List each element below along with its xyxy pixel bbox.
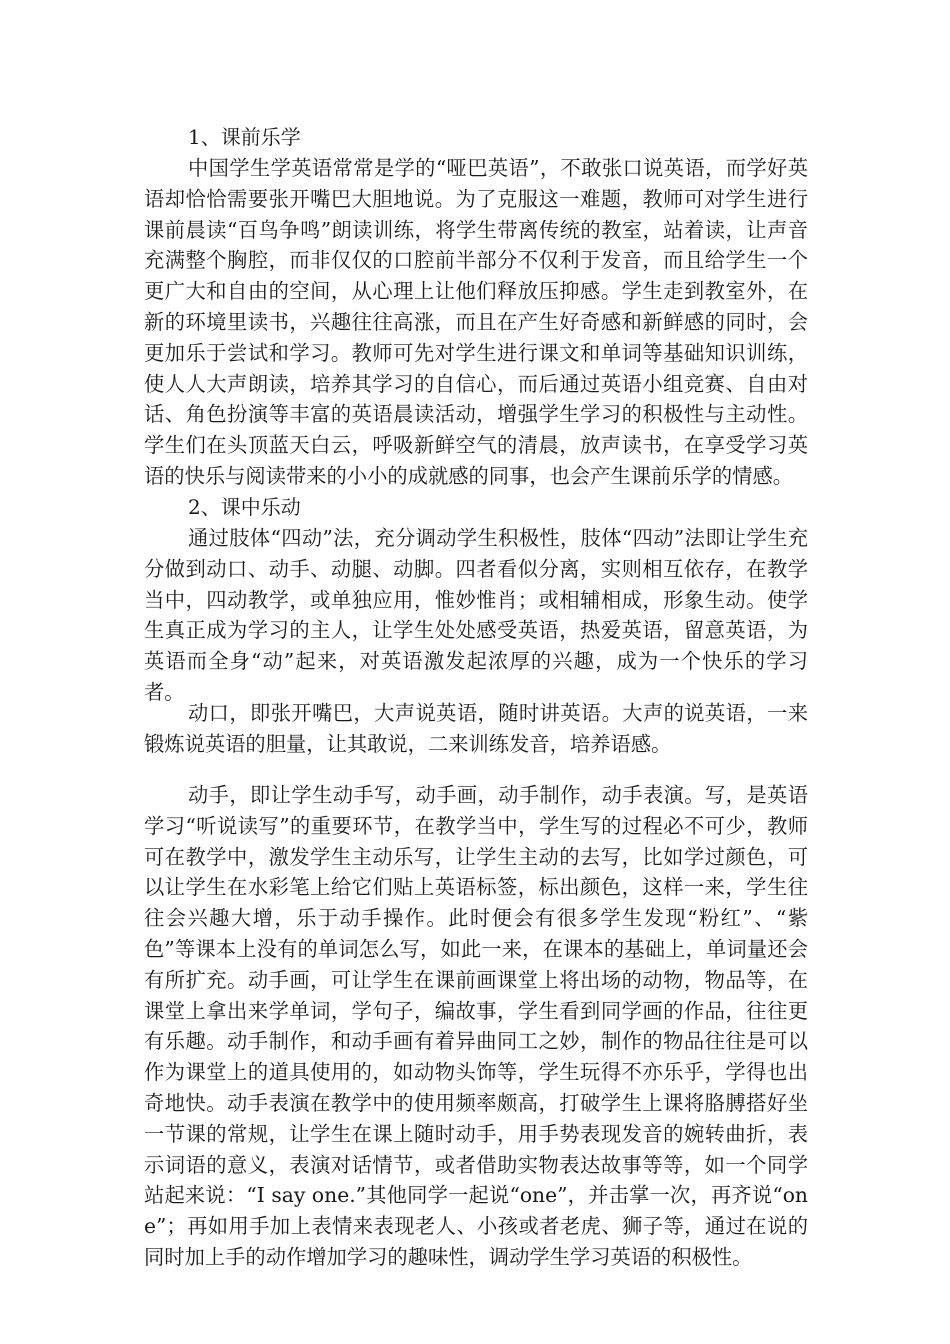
section-heading-2: 2、课中乐动: [188, 495, 301, 519]
paragraph-4: 动手，即让学生动手写，动手画，动手制作，动手表演。写，是英语学习“听说读写”的重要环节，在教学当中，学生写的过程必不可少，教师可在教学中，激发学生主动乐写，让学生主动的去写，比如学过颜色，可以让学生在水彩笔上给它们贴上英语标签，标出颜色，这样一来，学生往往会兴趣大增，乐于动手操作。此时便会有很多学生发现“粉红”、“紫色”等课本上没有的单词怎么写，如此一来，在课本的基础上，单词量还会有所扩充。动手画，可让学生在课前画课堂上将出场的动物，物品等，在课堂上拿出来学单词，学句子，编故事，学生看到同学画的作品，往往更有乐趣。动手制作，和动手画有着异曲同工之妙，制作的物品往往是可以作为课堂上的道具使用的，如动物头饰等，学生玩得不亦乐乎，学得也出奇地快。动手表演在教学中的使用频率颇高，打破学生上课将胳膊搭好坐一节课的常规，让学生在课上随时动手，用手势表现发音的婉转曲折，表示词语的意义，表演对话情节，或者借助实物表达故事等等，如一个同学站起来说：“I say one.”其他同学一起说“one”，并击掌一次，再齐说“one”；再如用手加上表情来表现老人、小孩或者老虎、狮子等，通过在说的同时加上手的动作增加学习的趣味性，调动学生学习英语的积极性。: [144, 783, 808, 1269]
section-heading-1: 1、课前乐学: [188, 125, 301, 149]
paragraph-2: 通过肢体“四动”法，充分调动学生积极性，肢体“四动”法即让学生充分做到动口、动手、动腿、动脚。四者看似分离，实则相互依存，在教学当中，四动教学，或单独应用，惟妙惟肖；或相辅相成，形象生动。使学生真正成为学习的主人，让学生处处感受英语，热爱英语，留意英语，为英语而全身“动”起来，对英语激发起浓厚的兴趣，成为一个快乐的学习者。: [144, 526, 808, 704]
paragraph-1: 中国学生学英语常常是学的“哑巴英语”，不敢张口说英语，而学好英语却恰恰需要张开嘴巴大胆地说。为了克服这一难题，教师可对学生进行课前晨读“百鸟争鸣”朗读训练，将学生带离传统的教室，站着读，让声音充满整个胸腔，而非仅仅的口腔前半部分不仅利于发音，而且给学生一个更广大和自由的空间，从心理上让他们释放压抑感。学生走到教室外，在新的环境里读书，兴趣往往高涨，而且在产生好奇感和新鲜感的同时，会更加乐于尝试和学习。教师可先对学生进行课文和单词等基础知识训练，使人人大声朗读，培养其学习的自信心，而后通过英语小组竞赛、自由对话、角色扮演等丰富的英语晨读活动，增强学生学习的积极性与主动性。学生们在头顶蓝天白云，呼吸新鲜空气的清晨，放声读书，在享受学习英语的快乐与阅读带来的小小的成就感的同事，也会产生课前乐学的情感。: [144, 156, 808, 488]
paragraph-3: 动口，即张开嘴巴，大声说英语，随时讲英语。大声的说英语，一来锻炼说英语的胆量，让其敢说，二来训练发音，培养语感。: [144, 701, 808, 756]
